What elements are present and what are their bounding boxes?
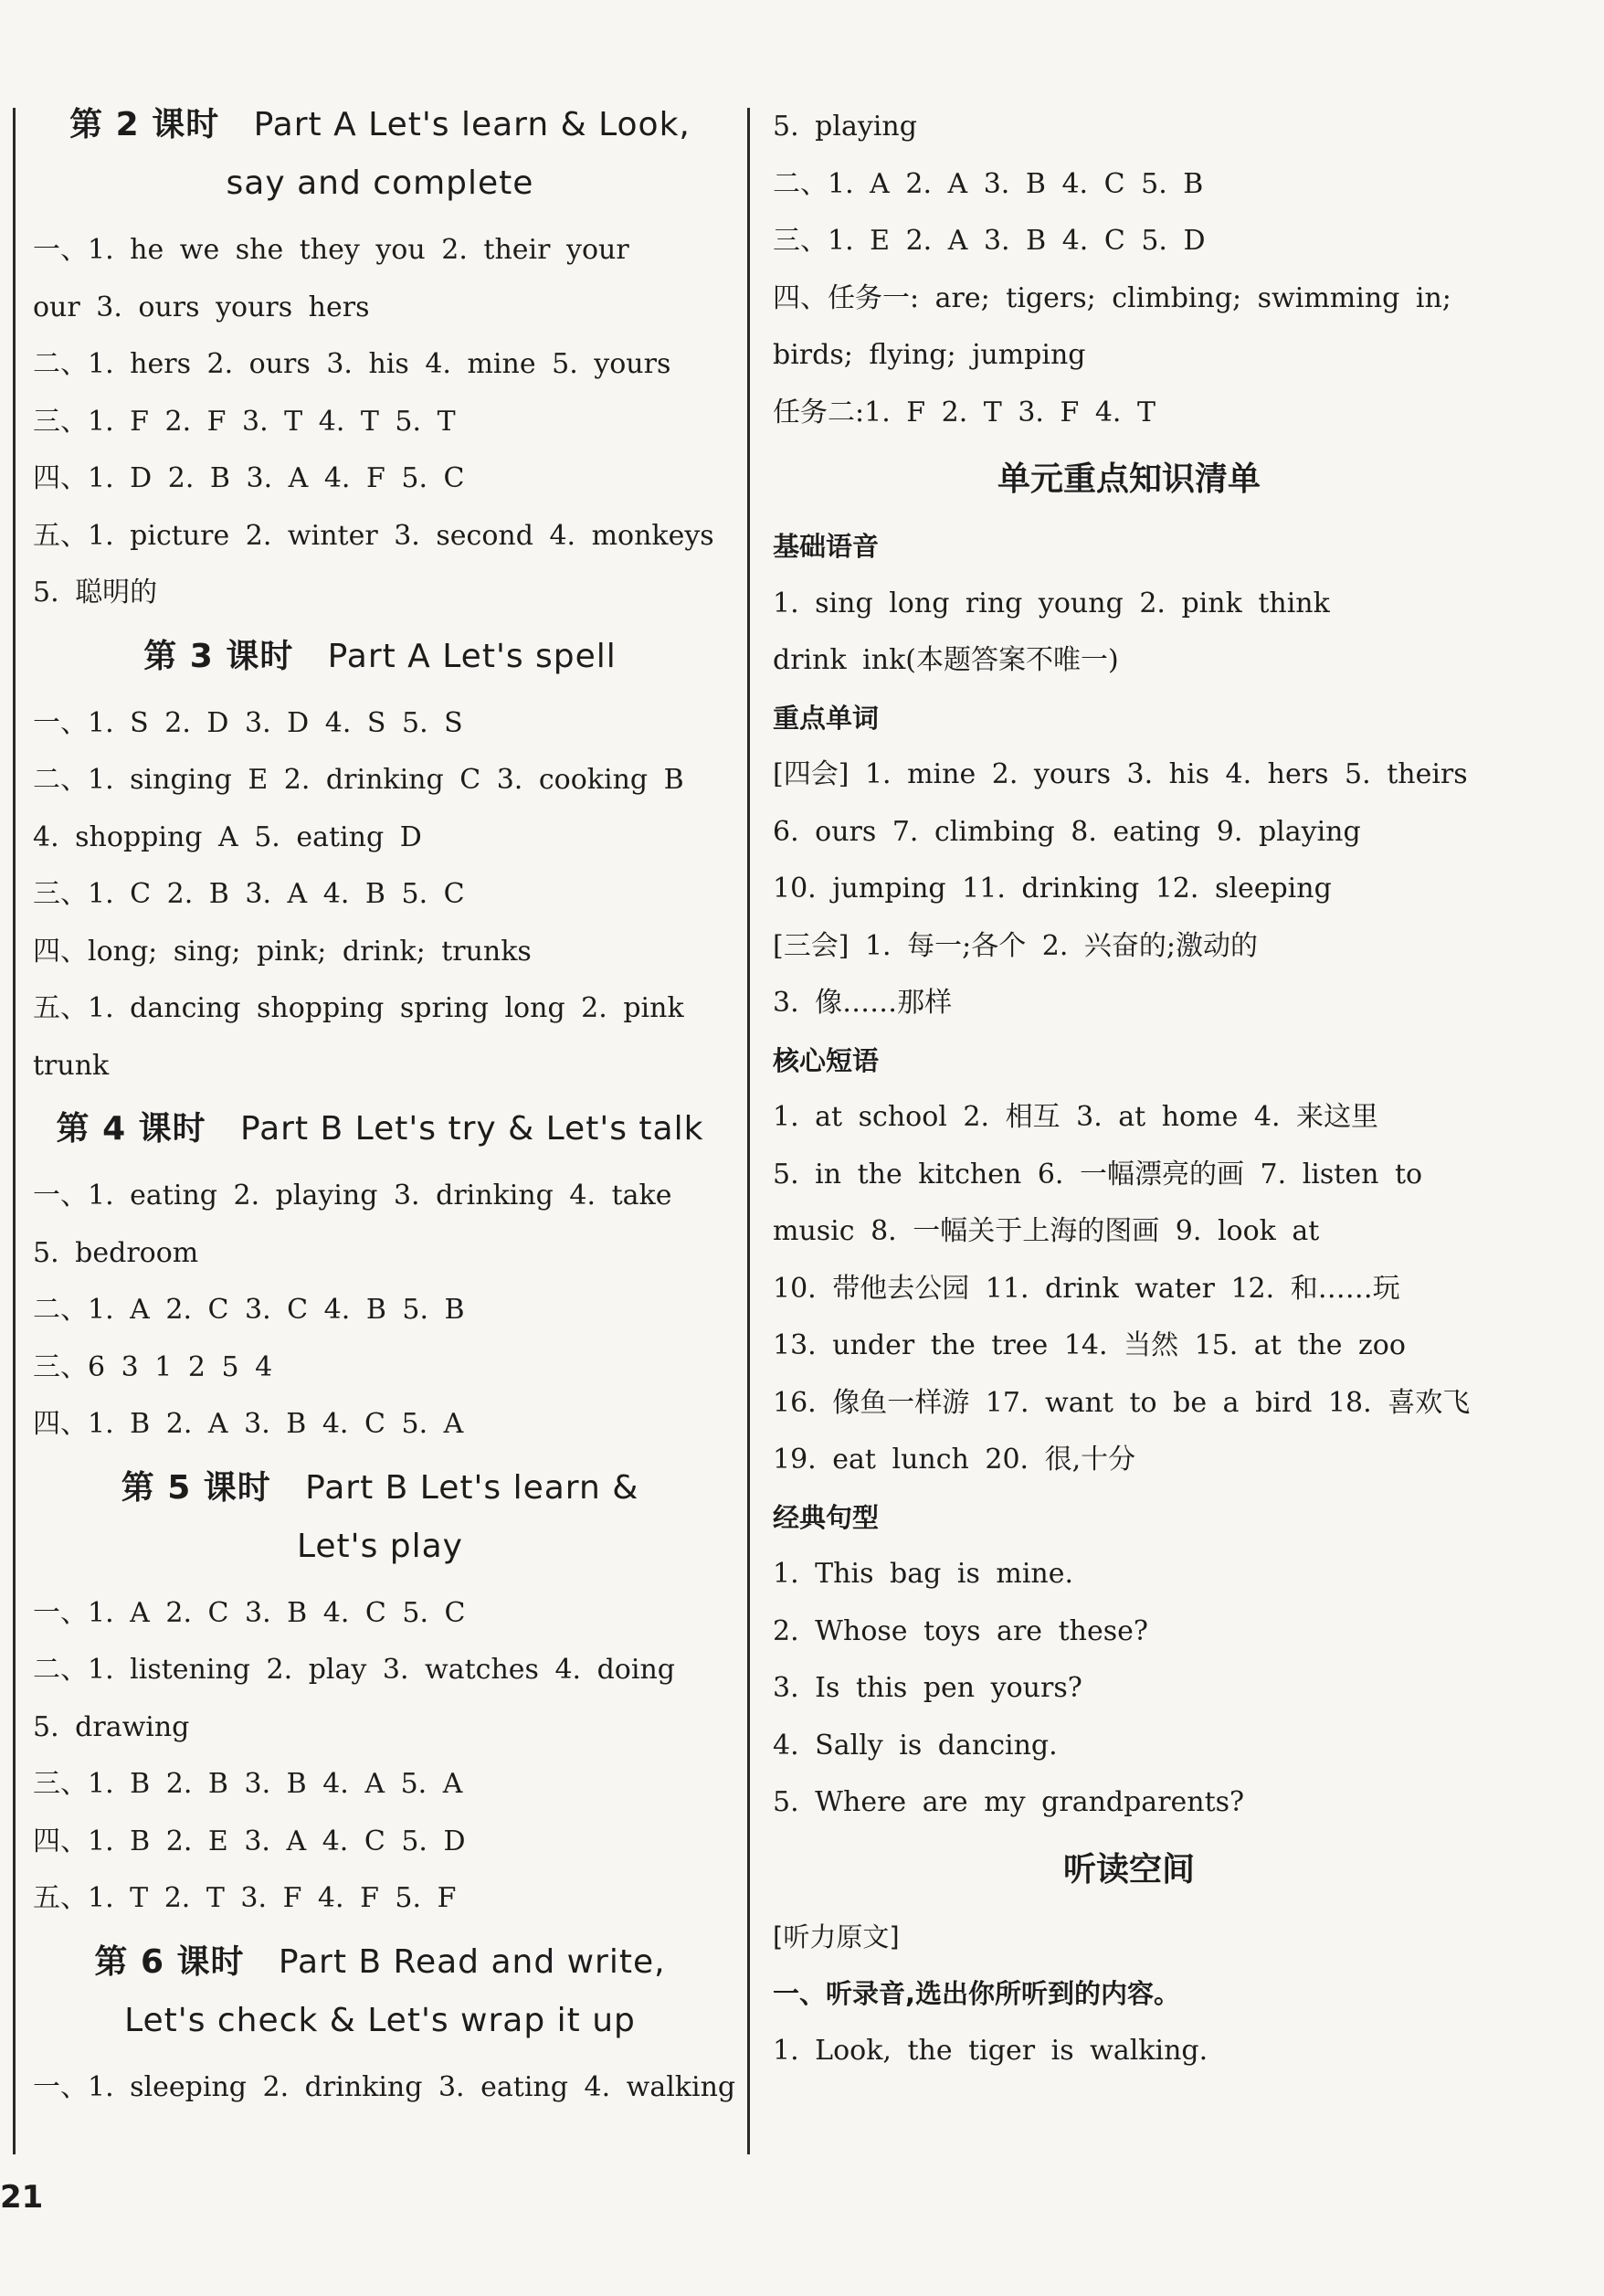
lesson-2-heading <box>33 96 727 154</box>
phrases-label: 核心短语 <box>773 1044 880 1076</box>
lesson-title-continued: Let's check & Let's wrap it up <box>124 2001 636 2039</box>
answer-line: 三、1. C 2. B 3. A 4. B 5. C <box>33 878 465 910</box>
words-line: [四会] 1. mine 2. yours 3. his 4. hers 5. theirs <box>773 758 1468 790</box>
answer-line: 三、6 3 1 2 5 4 <box>33 1350 273 1383</box>
phonics-line: drink ink(本题答案不唯一) <box>773 644 1119 676</box>
answer-line: 一、1. he we she they you 2. their your <box>33 234 629 266</box>
words-line: [三会] 1. 每一;各个 2. 兴奋的;激动的 <box>773 929 1259 962</box>
phrases-line: 13. under the tree 14. 当然 15. at the zoo <box>773 1329 1406 1361</box>
words-line: 6. ours 7. climbing 8. eating 9. playing <box>773 815 1361 848</box>
phonics-line: 1. sing long ring young 2. pink think <box>773 587 1330 619</box>
words-line: 3. 像……那样 <box>773 987 953 1019</box>
answer-line: 四、1. B 2. E 3. A 4. C 5. D <box>33 1825 466 1857</box>
answer-line: 5. playing <box>773 111 917 143</box>
answer-line: our 3. ours yours hers <box>33 291 370 323</box>
lesson-title: Part A Let's spell <box>327 637 617 675</box>
answer-line: 二、1. hers 2. ours 3. his 4. mine 5. yours <box>33 348 671 380</box>
sentence-line: 3. Is this pen yours? <box>773 1672 1082 1704</box>
words-line: 10. jumping 11. drinking 12. sleeping <box>773 873 1332 905</box>
answer-line: 任务二:1. F 2. T 3. F 4. T <box>773 396 1156 429</box>
right-column <box>773 99 1485 2079</box>
column-divider <box>747 108 750 2154</box>
lesson-3-heading <box>33 628 727 686</box>
phrases-line: 10. 带他去公园 11. drink water 12. 和……玩 <box>773 1272 1400 1305</box>
answer-line: birds; flying; jumping <box>773 339 1086 371</box>
answer-line: 二、1. A 2. C 3. C 4. B 5. B <box>33 1294 465 1326</box>
answer-line: 四、long; sing; pink; drink; trunks <box>33 935 532 968</box>
lesson-label: 第 2 课时 <box>69 106 220 143</box>
answer-line: 一、1. A 2. C 3. B 4. C 5. C <box>33 1596 466 1629</box>
answer-line: 一、1. S 2. D 3. D 4. S 5. S <box>33 706 463 739</box>
sentence-line: 1. This bag is mine. <box>773 1558 1074 1590</box>
phrases-line: 19. eat lunch 20. 很,十分 <box>773 1444 1136 1476</box>
phrases-line: 5. in the kitchen 6. 一幅漂亮的画 7. listen to <box>773 1158 1423 1190</box>
lesson-title: Part A Let's learn & Look, <box>253 106 691 143</box>
knowledge-heading: 单元重点知识清单 <box>997 460 1261 498</box>
lesson-6-heading <box>33 1933 727 1992</box>
answer-line: 5. 聪明的 <box>33 577 158 608</box>
answer-line: 二、1. singing E 2. drinking C 3. cooking B <box>33 764 684 796</box>
answer-line: 四、1. D 2. B 3. A 4. F 5. C <box>33 462 465 494</box>
answer-line: 4. shopping A 5. eating D <box>33 820 422 853</box>
lesson-title-continued: say and complete <box>226 164 534 202</box>
answer-line: 四、任务一: are; tigers; climbing; swimming in; <box>773 281 1451 314</box>
answer-line: 三、1. B 2. B 3. B 4. A 5. A <box>33 1768 463 1800</box>
sentence-line: 4. Sally is dancing. <box>773 1729 1058 1762</box>
phrases-line: 1. at school 2. 相互 3. at home 4. 来这里 <box>773 1101 1379 1133</box>
lesson-label: 第 5 课时 <box>121 1468 271 1507</box>
lesson-title-continued: Let's play <box>296 1527 463 1565</box>
phrases-line: 16. 像鱼一样游 17. want to be a bird 18. 喜欢飞 <box>773 1386 1471 1419</box>
answer-line: 5. bedroom <box>33 1236 199 1269</box>
left-column <box>33 96 736 2116</box>
answer-line: 五、1. picture 2. winter 3. second 4. monkeys <box>33 519 714 552</box>
sentences-label: 经典句型 <box>773 1501 880 1533</box>
lesson-4-heading <box>33 1100 727 1159</box>
answer-line: 二、1. listening 2. play 3. watches 4. doing <box>33 1654 675 1686</box>
listen-heading: 听读空间 <box>1062 1850 1195 1889</box>
answer-line: trunk <box>33 1049 110 1082</box>
phonics-label: 基础语音 <box>773 531 880 562</box>
lesson-title: Part B Let's learn & <box>305 1468 639 1507</box>
answer-line: 五、1. dancing shopping spring long 2. pink <box>33 992 684 1024</box>
listening-instruction: 一、听录音,选出你所听到的内容。 <box>773 1978 1181 2009</box>
lesson-5-heading <box>33 1459 727 1518</box>
lesson-label: 第 6 课时 <box>94 1942 245 1981</box>
sentence-line: 5. Where are my grandparents? <box>773 1786 1245 1818</box>
lesson-label: 第 4 课时 <box>56 1110 206 1148</box>
lesson-title: Part B Let's try & Let's talk <box>240 1110 704 1148</box>
transcript-label: [听力原文] <box>773 1920 900 1952</box>
words-label: 重点单词 <box>773 702 880 734</box>
answer-line: 五、1. T 2. T 3. F 4. F 5. F <box>33 1882 457 1914</box>
answer-line: 5. drawing <box>33 1710 190 1743</box>
left-margin-rule <box>13 108 16 2154</box>
lesson-title: Part B Read and write, <box>278 1942 666 1981</box>
answer-line: 一、1. eating 2. playing 3. drinking 4. take <box>33 1180 672 1211</box>
lesson-label: 第 3 课时 <box>143 637 294 675</box>
answer-line: 四、1. B 2. A 3. B 4. C 5. A <box>33 1408 464 1440</box>
phrases-line: music 8. 一幅关于上海的图画 9. look at <box>773 1215 1320 1247</box>
transcript-line: 1. Look, the tiger is walking. <box>773 2034 1208 2067</box>
answer-line: 三、1. F 2. F 3. T 4. T 5. T <box>33 405 456 438</box>
sentence-line: 2. Whose toys are these? <box>773 1614 1148 1647</box>
page-number: 21 <box>0 2179 44 2216</box>
answer-line: 一、1. sleeping 2. drinking 3. eating 4. walking <box>33 2070 736 2103</box>
answer-line: 三、1. E 2. A 3. B 4. C 5. D <box>773 225 1206 257</box>
answer-line: 二、1. A 2. A 3. B 4. C 5. B <box>773 167 1204 200</box>
